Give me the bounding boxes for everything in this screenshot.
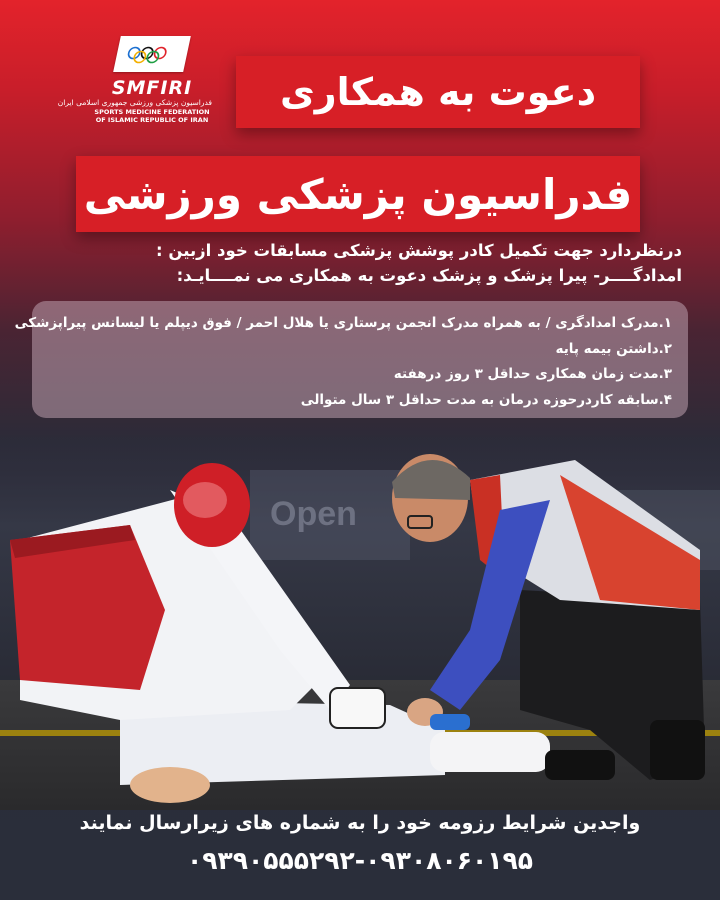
call-to-action: واجدین شرایط رزومه خود را به شماره های زیرارسال نمایند bbox=[79, 812, 641, 834]
intro-line-2: امدادگــــر- پیرا پزشک و پزشک دعوت به همکاری می نمــــایـد: bbox=[176, 266, 682, 285]
phone-numbers: ۰۹۳۹۰۵۵۵۲۹۲-۰۹۳۰۸۰۶۰۱۹۵ bbox=[186, 846, 534, 875]
requirements-box bbox=[14, 301, 688, 418]
taekwondo-photo bbox=[0, 430, 720, 810]
headline-invitation: دعوت به همکاری bbox=[236, 56, 640, 128]
requirement-item: ۲.داشتن بیمه پایه bbox=[555, 340, 672, 357]
logo-wordmark: SMFIRI bbox=[111, 77, 193, 99]
headline-federation: فدراسیون پزشکی ورزشی bbox=[76, 156, 640, 232]
logo-persian-name: فدراسیون پزشکی ورزشی جمهوری اسلامی ایران bbox=[57, 98, 212, 107]
requirement-item: ۳.مدت زمان همکاری حداقل ۳ روز درهفته bbox=[393, 366, 672, 382]
background-banner-text: Open bbox=[270, 495, 357, 533]
logo-english-line-1: SPORTS MEDICINE FEDERATION bbox=[94, 108, 210, 116]
requirement-item: ۴.سابقه کاردرحوزه درمان به مدت حداقل ۳ سال متوالی bbox=[300, 391, 672, 408]
intro-text bbox=[40, 238, 682, 288]
logo-english-line-2: OF ISLAMIC REPUBLIC OF IRAN bbox=[95, 116, 209, 124]
olympic-flag-icon bbox=[113, 36, 191, 72]
federation-logo bbox=[57, 36, 212, 124]
intro-line-1: درنظردارد جهت تکمیل کادر پوشش پزشکی مسابقات خود ازبین : bbox=[156, 241, 682, 260]
requirement-item: ۱.مدرک امدادگری / به همراه مدرک انجمن پرستاری یا هلال احمر / فوق دیپلم یا لیسانس پیراپزشکی bbox=[14, 315, 672, 331]
